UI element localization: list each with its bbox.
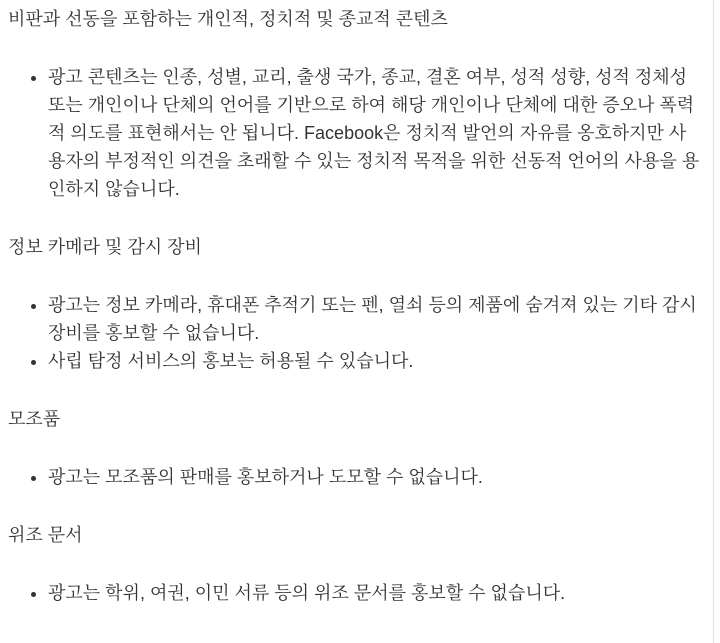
bullet-item: • 광고는 학위, 여권, 이민 서류 등의 위조 문서를 홍보할 수 없습니다. [48, 579, 702, 607]
bullet-list [8, 579, 702, 607]
bullet-list [8, 291, 702, 375]
bullet-item: • 광고는 모조품의 판매를 홍보하거나 도모할 수 없습니다. [48, 463, 702, 491]
section-heading-spy-cameras-surveillance: 정보 카메라 및 감시 장비 [8, 237, 202, 257]
section-heading-personal-political-religious: 비판과 선동을 포함하는 개인적, 정치적 및 종교적 콘텐츠 [8, 9, 448, 29]
section-heading-forged-documents: 위조 문서 [8, 525, 83, 545]
bullet-list [8, 463, 702, 491]
bullet-list [8, 63, 702, 203]
bullet-item: • 광고는 정보 카메라, 휴대폰 추적기 또는 펜, 열쇠 등의 제품에 숨겨져 있는 기타 감시 장비를 홍보할 수 없습니다. [48, 291, 702, 347]
bullet-item: • 광고 콘텐츠는 인종, 성별, 교리, 출생 국가, 종교, 결혼 여부, 성적 성향, 성적 정체성 또는 개인이나 단체의 언어를 기반으로 하여 해당 개인이나 단체에 대한 증오나 폭력적 의도를 표현해서는 안 됩니다. Facebook은 정치적 발언의 자유를 옹호하지만 사용자의 부정적인 의견을 초래할 수 있는 정치적 목적을 위한 선동적 언어의 사용을 용인하지 않습니다. [48, 63, 702, 203]
bullet-item: • 사립 탐정 서비스의 홍보는 허용될 수 있습니다. [48, 347, 702, 375]
section-heading-counterfeit-goods: 모조품 [8, 409, 61, 429]
